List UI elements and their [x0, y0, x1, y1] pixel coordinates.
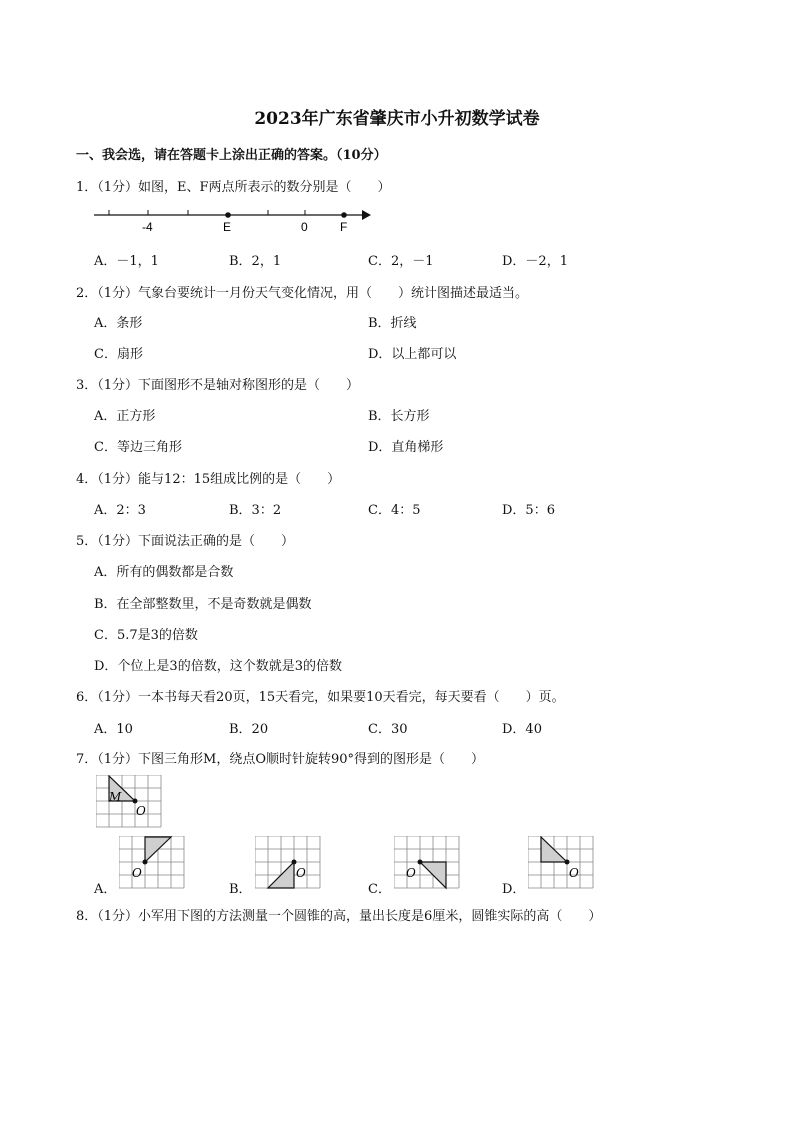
q1-option-c[interactable]: C．2，－1: [368, 254, 434, 269]
label-o: O: [136, 804, 146, 818]
q7-option-a[interactable]: A．: [94, 882, 117, 897]
question-5: 5．（1分）下面说法正确的是（ ）: [76, 534, 295, 549]
q1-option-a[interactable]: A．－1，1: [94, 254, 159, 269]
q5-option-d[interactable]: D．个位上是3的倍数，这个数就是3的倍数: [94, 659, 342, 674]
question-3: 3．（1分）下面图形不是轴对称图形的是（ ）: [76, 378, 360, 393]
label-o: O: [296, 866, 306, 880]
q2-option-c[interactable]: C．扇形: [94, 347, 143, 362]
q6-option-d[interactable]: D．40: [502, 722, 542, 737]
q2-option-d[interactable]: D．以上都可以: [368, 347, 457, 362]
question-1: 1．（1分）如图，E、F两点所表示的数分别是（ ）: [76, 180, 391, 195]
label-e: E: [223, 220, 232, 234]
question-8: 8．（1分）小军用下图的方法测量一个圆锥的高，量出长度是6厘米，圆锥实际的高（ ）: [76, 909, 602, 924]
question-7: 7．（1分）下图三角形M，绕点O顺时针旋转90°得到的图形是（ ）: [76, 752, 485, 767]
q3-option-b[interactable]: B．长方形: [368, 409, 430, 424]
point-o: [565, 860, 570, 865]
question-2: 2．（1分）气象台要统计一月份天气变化情况，用（ ）统计图描述最适当。: [76, 286, 529, 301]
number-line-figure: [90, 205, 380, 237]
q4-option-b[interactable]: B．3：2: [229, 503, 282, 518]
q1-option-b[interactable]: B．2，1: [229, 254, 282, 269]
point-f: [341, 212, 347, 218]
label-o: O: [569, 866, 579, 880]
q7-option-c-figure[interactable]: [394, 836, 462, 892]
q7-option-d[interactable]: D．: [502, 882, 526, 897]
section-heading: 一、我会选，请在答题卡上涂出正确的答案。（10分）: [76, 148, 387, 163]
question-6: 6．（1分）一本书每天看20页，15天看完，如果要10天看完，每天要看（ ）页。: [76, 690, 565, 705]
q6-option-a[interactable]: A．10: [94, 722, 133, 737]
point-o: [292, 860, 297, 865]
point-o: [418, 860, 423, 865]
number-line-arrow: [362, 210, 371, 220]
q2-option-a[interactable]: A．条形: [94, 316, 143, 331]
q4-option-c[interactable]: C．4：5: [368, 503, 421, 518]
q3-option-d[interactable]: D．直角梯形: [368, 440, 444, 455]
q7-option-b-figure[interactable]: [255, 836, 323, 892]
page-title: 2023年广东省肇庆市小升初数学试卷: [254, 109, 540, 129]
label-f: F: [340, 220, 348, 234]
q7-option-b[interactable]: B．: [229, 882, 252, 897]
q7-option-d-figure[interactable]: [528, 836, 596, 892]
q1-option-d[interactable]: D．－2，1: [502, 254, 568, 269]
q7-option-c[interactable]: C．: [368, 882, 391, 897]
question-4: 4．（1分）能与12：15组成比例的是（ ）: [76, 472, 341, 487]
q3-option-c[interactable]: C．等边三角形: [94, 440, 182, 455]
q4-option-d[interactable]: D．5：6: [502, 503, 555, 518]
q6-option-b[interactable]: B．20: [229, 722, 269, 737]
q6-option-c[interactable]: C．30: [368, 722, 408, 737]
q3-option-a[interactable]: A．正方形: [94, 409, 156, 424]
q2-option-b[interactable]: B．折线: [368, 316, 417, 331]
label-m: M: [109, 790, 122, 804]
q5-option-c[interactable]: C．5.7是3的倍数: [94, 628, 198, 643]
point-e: [225, 212, 231, 218]
q5-option-b[interactable]: B．在全部整数里，不是奇数就是偶数: [94, 597, 312, 612]
q5-option-a[interactable]: A．所有的偶数都是合数: [94, 565, 234, 580]
point-o: [143, 860, 148, 865]
q7-source-grid-figure: [96, 775, 162, 831]
q7-option-a-figure[interactable]: [119, 836, 187, 892]
tick-label-neg4: -4: [142, 220, 153, 234]
label-o: O: [406, 866, 416, 880]
point-o: [133, 799, 138, 804]
tick-label-0: 0: [301, 220, 308, 234]
label-o: O: [132, 866, 142, 880]
q4-option-a[interactable]: A．2：3: [94, 503, 146, 518]
